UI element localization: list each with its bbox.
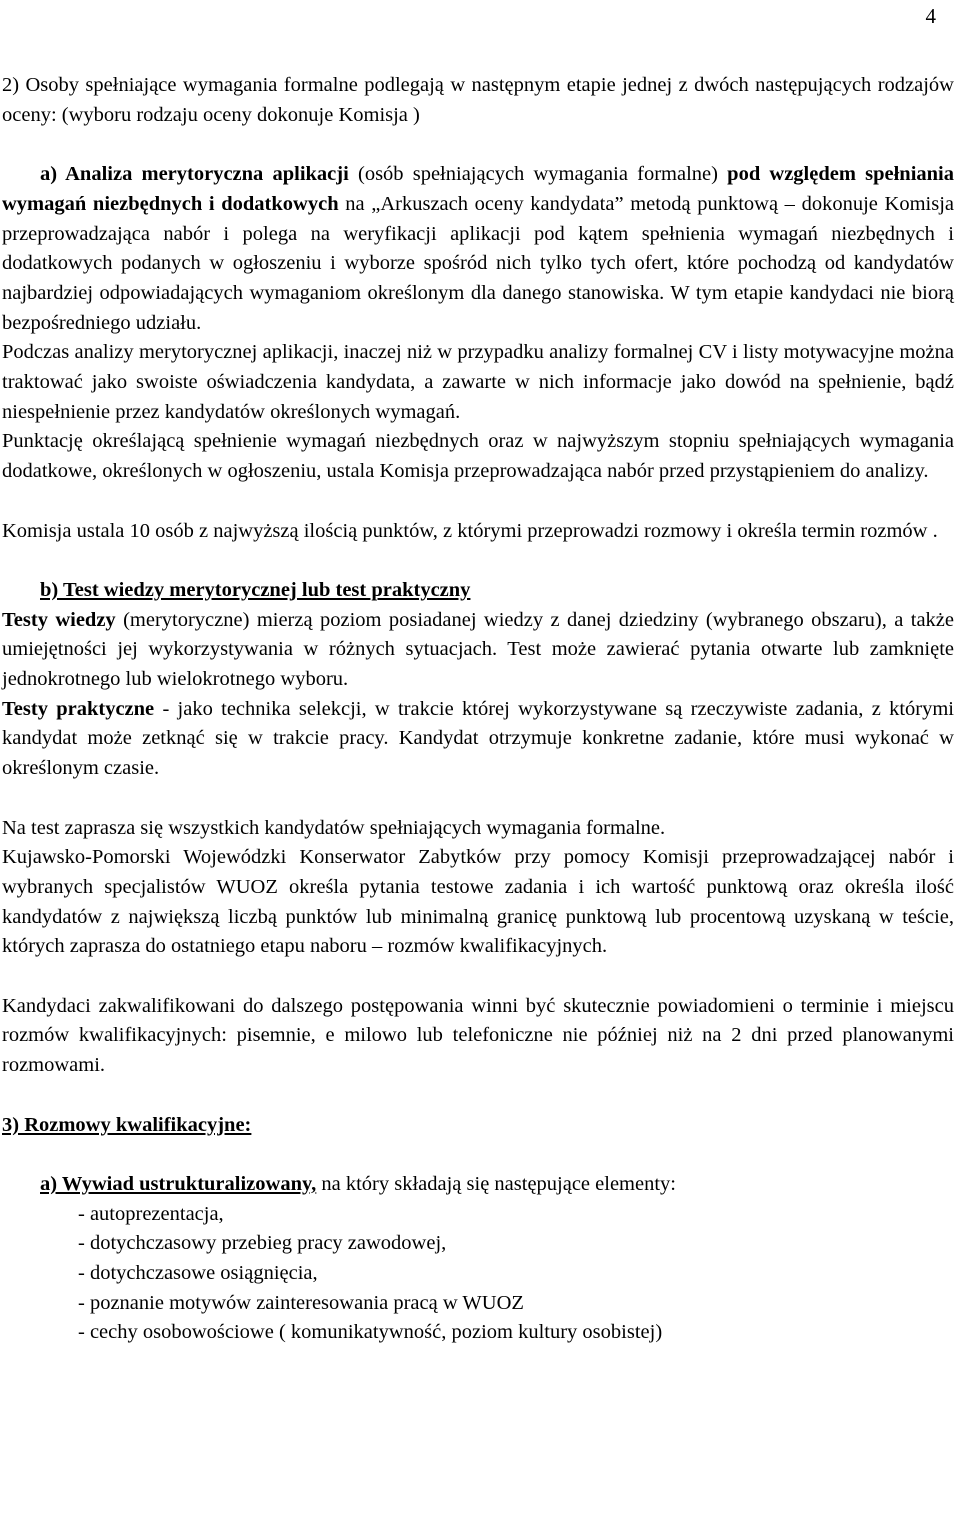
list-item: - poznanie motywów zainteresowania pracą w WUOZ — [78, 1291, 524, 1314]
section-a-title: a) Analiza merytoryczna aplikacji — [40, 163, 349, 186]
document-body — [2, 71, 954, 1348]
section-b-paragraph-1 — [2, 606, 954, 695]
spacer — [2, 487, 954, 517]
section-3-subheading — [2, 1170, 954, 1200]
section-3-heading — [2, 1111, 954, 1141]
page-number: 4 — [925, 4, 936, 28]
section-2-heading: 2) Osoby spełniające wymagania formalne podlegają w następnym etapie jednej z dwóch następujących rodzajów oceny: (wyboru rodzaju oceny dokonuje Komisja ) — [2, 74, 954, 126]
section-a-paragraph-2: Podczas analizy merytorycznej aplikacji, inaczej niż w przypadku analizy formalnej CV i listy motywacyjne można traktować jako swoiste oświadczenia kandydata, a zawarte w nich informacje jako dowód na spełnienie, bądź niespełnienie przez kandydatów określonych wymagań. — [2, 341, 954, 423]
spacer — [2, 962, 954, 992]
list-item: - dotychczasowy przebieg pracy zawodowej, — [78, 1232, 447, 1255]
list-item: - dotychczasowe osiągnięcia, — [78, 1262, 318, 1285]
tests-knowledge-term: Testy wiedzy — [2, 608, 116, 631]
tests-practical-text: - jako technika selekcji, w trakcie której wykorzystywane są rzeczywiste zadania, z którymi kandydat może zetknąć się w trakcie pracy. Kandydat otrzymuje konkretne zadanie, które musi wykonać w określonym czasie. — [2, 697, 954, 780]
section-b-paragraph-5: Kandydaci zakwalifikowani do dalszego postępowania winni być skutecznie powiadomieni o terminie i miejscu rozmów kwalifikacyjnych: pisemnie, e milowo lub telefoniczne nie później niż na 2 dni przed planowanymi rozmowami. — [2, 994, 954, 1077]
tests-practical-term: Testy praktyczne — [2, 697, 155, 720]
section-a-paragraph-3: Punktację określającą spełnienie wymagań niezbędnych oraz w najwyższym stopniu spełniających wymagania dodatkowe, określonych w ogłoszeniu, ustala Komisja przeprowadzająca nabór przed przystąpieniem do analizy. — [2, 430, 954, 483]
section-a-text-1: (osób spełniających wymagania formalne) — [348, 163, 728, 186]
section-b-title-text: b) Test wiedzy merytorycznej lub test praktyczny — [40, 578, 471, 601]
section-a-bold-1: pod względem spełniania wymagań niezbędnych i dodatkowych — [2, 163, 954, 215]
section-3-subheading-text: na który składają się następujące elementy: — [316, 1172, 676, 1195]
section-b-title — [2, 576, 954, 606]
section-a-text-2: na „Arkuszach oceny kandydata” metodą punktową – dokonuje Komisja przeprowadzająca nabór i polega na weryfikacji aplikacji pod kątem spełnienia wymagań niezbędnych i dodatkowych podanych w ogłoszeniu i wyborze spośród nich tylko tych ofert, które pochodzą od kandydatów najbardziej odpowiadających wymaganiom określonym dla danego stanowiska. W tym etapie kandydaci nie biorą bezpośredniego udziału. — [2, 192, 954, 334]
section-b-paragraph-3: Na test zaprasza się wszystkich kandydatów spełniających wymagania formalne. — [2, 816, 666, 839]
spacer — [2, 1140, 954, 1170]
section-b-paragraph-4: Kujawsko-Pomorski Wojewódzki Konserwator Zabytków przy pomocy Komisji przeprowadzającej nabór i wybranych specjalistów WUOZ określa pytania testowe zadania i ich wartość punktową oraz określa ilość kandydatów z największą liczbą punktów lub minimalną granicę punktową lub procentową uzyskaną w teście, których zaprasza do ostatniego etapu naboru – rozmów kwalifikacyjnych. — [2, 846, 954, 958]
spacer — [2, 546, 954, 576]
spacer — [2, 130, 954, 160]
section-a-paragraph — [2, 160, 954, 338]
list-item: - autoprezentacja, — [78, 1202, 224, 1225]
section-3-heading-text: 3) Rozmowy kwalifikacyjne: — [2, 1113, 252, 1136]
tests-knowledge-text: (merytoryczne) mierzą poziom posiadanej wiedzy z danej dziedziny (wybranego obszaru), a także umiejętności jej wykorzystywania w różnych sytuacjach. Test może zawierać pytania otwarte lub zamknięte jednokrotnego lub wielokrotnego wyboru. — [2, 608, 954, 691]
spacer — [2, 1081, 954, 1111]
section-a-paragraph-4: Komisja ustala 10 osób z najwyższą ilością punktów, z którymi przeprowadzi rozmowy i określa termin rozmów . — [2, 519, 938, 542]
list-item: - cechy osobowościowe ( komunikatywność, poziom kultury osobistej) — [78, 1321, 663, 1344]
section-b-paragraph-2 — [2, 695, 954, 784]
section-3-subheading-bold: a) Wywiad ustrukturalizowany, — [40, 1172, 317, 1195]
spacer — [2, 784, 954, 814]
